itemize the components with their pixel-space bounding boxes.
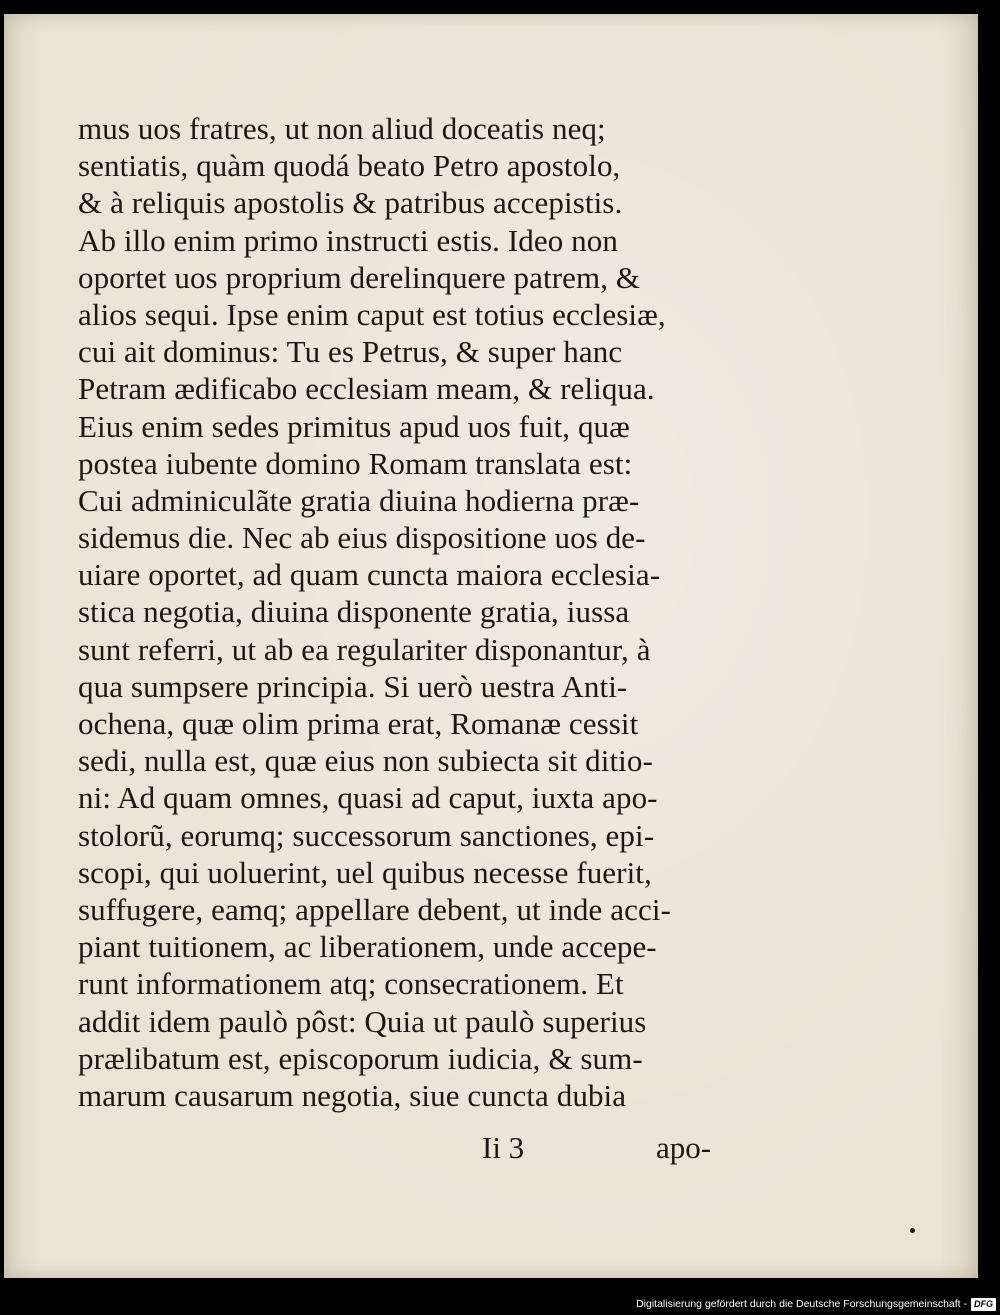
funding-credit: [636, 1296, 996, 1312]
ink-speck: [910, 1228, 915, 1233]
dfg-logo-icon: DFG: [971, 1298, 996, 1311]
text-line: mus uos fratres, ut non aliud doceatis neq;: [78, 111, 606, 146]
text-line: addit idem paulò pôst: Quia ut paulò superius: [78, 1003, 647, 1039]
text-line: scopi, qui uoluerint, uel quibus necesse fuerit,: [78, 854, 652, 890]
text-line: prælibatum est, episcoporum iudicia, & sum-: [78, 1040, 643, 1076]
signature-mark: Ii 3: [482, 1130, 525, 1165]
text-line: stolorũ, eorumq; successorum sanctiones, epi-: [78, 817, 655, 853]
text-line: postea iubente domino Romam translata est:: [78, 445, 633, 481]
text-line: stica negotia, diuina disponente gratia, iussa: [78, 594, 630, 630]
text-line: sentiatis, quàm quodá beato Petro apostolo,: [78, 148, 621, 184]
text-line: ni: Ad quam omnes, quasi ad caput, iuxta apo-: [78, 780, 658, 816]
text-line: Petram ædificabo ecclesiam meam, & reliqua.: [78, 371, 655, 407]
book-page: [4, 14, 978, 1278]
text-line: uiare oportet, ad quam cuncta maiora ecclesia-: [78, 557, 661, 593]
text-line: alios sequi. Ipse enim caput est totius ecclesiæ,: [78, 296, 666, 332]
text-line: & à reliquis apostolis & patribus accepistis.: [78, 185, 623, 221]
text-line: suffugere, eamq; appellare debent, ut inde acci-: [78, 891, 671, 927]
body-text: [78, 110, 738, 1114]
text-line: sedi, nulla est, quæ eius non subiecta sit ditio-: [78, 743, 653, 779]
text-line: Ab illo enim primo instructi estis. Ideo non: [78, 222, 618, 258]
catchword: apo-: [656, 1130, 712, 1165]
text-line: Eius enim sedes primitus apud uos fuit, quæ: [78, 408, 630, 444]
text-line: runt informationem atq; consecrationem. Et: [78, 966, 624, 1002]
text-line: qua sumpsere principia. Si uerò uestra Anti-: [78, 668, 628, 704]
text-line: piant tuitionem, ac liberationem, unde accepe-: [78, 929, 657, 965]
text-line: cui ait dominus: Tu es Petrus, & super hanc: [78, 334, 623, 370]
text-line: ochena, quæ olim prima erat, Romanæ cessit: [78, 706, 639, 741]
text-line: oportet uos proprium derelinquere patrem, &: [78, 259, 641, 295]
funding-text: Digitalisierung gefördert durch die Deutsche Forschungsgemeinschaft -: [636, 1298, 967, 1310]
text-line: sunt referri, ut ab ea regulariter disponantur, à: [78, 631, 651, 667]
text-line: Cui adminiculãte gratia diuina hodierna præ-: [78, 482, 640, 518]
text-line: sidemus die. Nec ab eius dispositione uos de-: [78, 520, 646, 556]
text-line: marum causarum negotia, siue cuncta dubia: [78, 1077, 627, 1113]
